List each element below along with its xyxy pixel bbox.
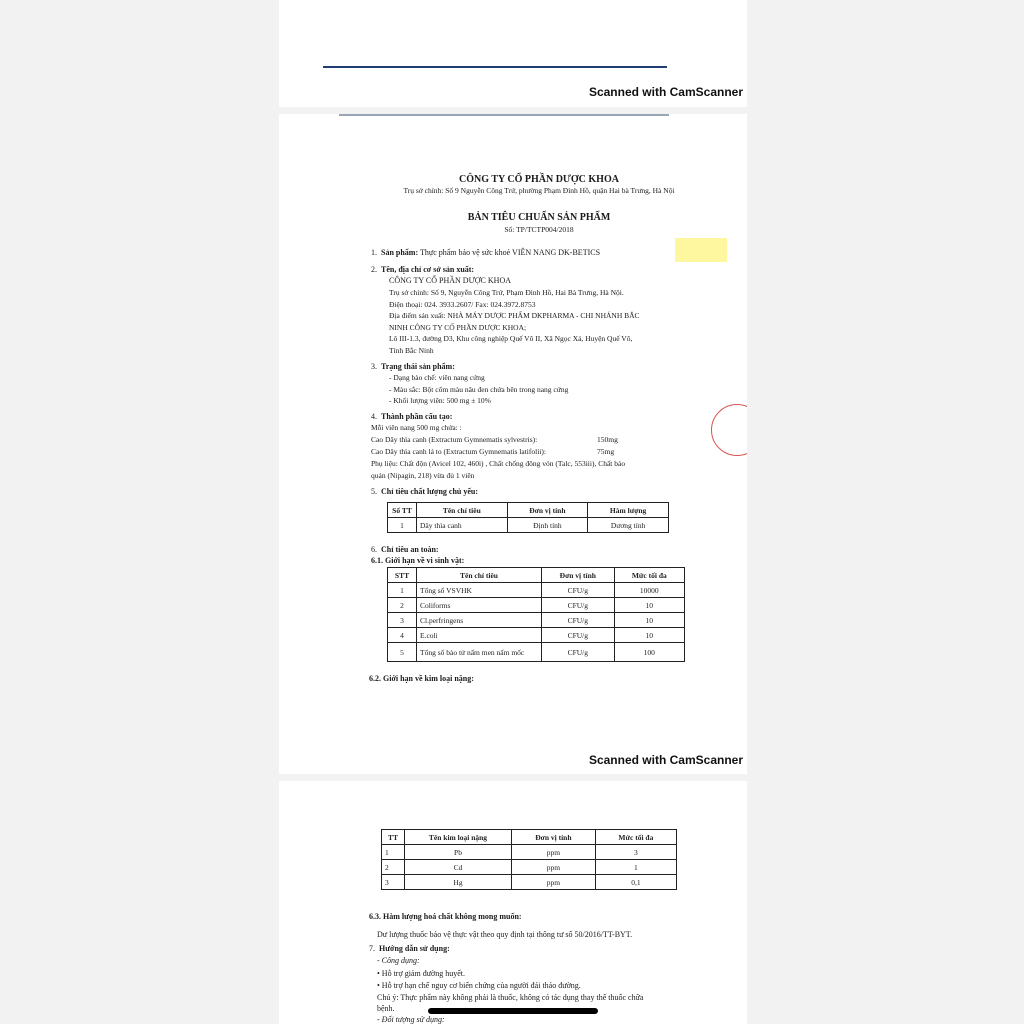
section-3-title: 3. Trạng thái sản phẩm:: [371, 362, 455, 371]
section-4-title: 4. Thành phần cấu tạo:: [371, 412, 453, 421]
table-cell: 3: [388, 613, 417, 628]
table-row: [388, 598, 685, 613]
table-header: Đơn vị tính: [542, 568, 615, 583]
home-indicator-bar: [428, 1008, 598, 1014]
table-cell: Coliforms: [417, 598, 542, 613]
section-2-line: CÔNG TY CỔ PHẦN DƯỢC KHOA: [389, 276, 511, 285]
table-cell: 100: [614, 643, 684, 662]
table-row: [382, 860, 677, 875]
table-cell: 5: [388, 643, 417, 662]
table-cell: 10: [614, 613, 684, 628]
table-cell: Cd: [405, 860, 512, 875]
table-cell: Pb: [405, 845, 512, 860]
company-name: CÔNG TY CỔ PHẦN DƯỢC KHOA: [459, 174, 619, 185]
table-header: Tên kim loại nặng: [405, 830, 512, 845]
section-2-line: Lô III-1.3, đường D3, Khu công nghiệp Quế Võ II, Xã Ngọc Xá, Huyện Quế Võ,: [389, 334, 633, 343]
table-cell: Định tính: [507, 518, 588, 533]
table-cell: 0,1: [595, 875, 676, 890]
table-cell: 2: [388, 598, 417, 613]
table-cell: 2: [382, 860, 405, 875]
ingredient-1-amount: 150mg: [597, 435, 618, 444]
table-header-row: [388, 503, 669, 518]
section-3-line: - Khối lượng viên: 500 mg ± 10%: [389, 396, 491, 405]
section-3-line: - Dạng bào chế: viên nang cứng: [389, 373, 485, 382]
table-cell: ppm: [512, 860, 596, 875]
section-2-title: 2. Tên, địa chỉ cơ sở sản xuất:: [371, 265, 475, 274]
excipients-line: quản (Nipagin, 218) vừa đủ 1 viên: [371, 471, 475, 480]
table-cell: 1: [388, 518, 417, 533]
scan-page-2: [279, 114, 747, 774]
table-cell: 1: [382, 845, 405, 860]
microbe-table: [387, 567, 685, 662]
table-row: [388, 613, 685, 628]
section-6-title: 6. Chỉ tiêu an toàn:: [371, 545, 439, 554]
table-header: Số TT: [388, 503, 417, 518]
table-cell: CFU/g: [542, 628, 615, 643]
table-row: [382, 875, 677, 890]
table-cell: Dương tính: [588, 518, 669, 533]
table-row: [388, 628, 685, 643]
ingredient-2-amount: 75mg: [597, 447, 615, 456]
highlight-mark: [675, 238, 727, 262]
table-cell: 1: [595, 860, 676, 875]
table-header: Mức tối đa: [614, 568, 684, 583]
page-bottom-rule: [323, 66, 667, 68]
table-row: [382, 845, 677, 860]
table-header: Tên chỉ tiêu: [417, 503, 508, 518]
section-6-1-title: 6.1. Giới hạn về vi sinh vật:: [371, 556, 465, 565]
table-cell: 3: [382, 875, 405, 890]
section-6-2-title: 6.2. Giới hạn về kim loại nặng:: [369, 674, 474, 683]
table-cell: Tổng số bào tử nấm men nấm mốc: [417, 643, 542, 662]
scanner-watermark: Scanned with CamScanner: [588, 85, 743, 99]
table-cell: 10000: [614, 583, 684, 598]
usage-line: bệnh.: [377, 1004, 395, 1013]
table-cell: CFU/g: [542, 598, 615, 613]
table-row: [388, 518, 669, 533]
table-header: Đơn vị tính: [512, 830, 596, 845]
table-header: Mức tối đa: [595, 830, 676, 845]
page-top-rule: [339, 114, 669, 116]
table-cell: 10: [614, 598, 684, 613]
table-header-row: [388, 568, 685, 583]
table-cell: Tổng số VSVHK: [417, 583, 542, 598]
table-cell: CFU/g: [542, 613, 615, 628]
section-1: 1. Sản phẩm: Thực phẩm bảo vệ sức khoẻ VIÊN NANG DK-BETICS: [371, 248, 601, 257]
quality-table: [387, 502, 669, 533]
section-2-line: Tỉnh Bắc Ninh: [389, 346, 434, 355]
section-7-title: 7. Hướng dẫn sử dụng:: [369, 944, 450, 953]
section-4-intro: Mỗi viên nang 500 mg chứa: :: [371, 423, 462, 432]
table-cell: CFU/g: [542, 643, 615, 662]
document-number: Số: TP/TCTP004/2018: [504, 225, 574, 234]
section-6-3-title: 6.3. Hàm lượng hoá chất không mong muốn:: [369, 912, 522, 921]
scan-page-3: [279, 781, 747, 1024]
heavy-metal-table: [381, 829, 677, 890]
section-3-line: - Màu sắc: Bột cốm màu nâu đen chứa bên trong nang cứng: [389, 385, 569, 394]
table-header: Đơn vị tính: [507, 503, 588, 518]
section-2-line: Điện thoại: 024. 3933.2607/ Fax: 024.3972.8753: [389, 300, 536, 309]
table-header: Tên chỉ tiêu: [417, 568, 542, 583]
excipients-line: Phụ liệu: Chất độn (Avicel 102, 460i) , Chất chống đông vón (Talc, 553iii), Chất bảo: [371, 459, 626, 468]
section-2-line: Địa điểm sản xuất: NHÀ MÁY DƯỢC PHẨM DKPHARMA - CHI NHÁNH BẮC: [389, 311, 640, 320]
company-stamp: [711, 404, 747, 456]
usage-line: Chú ý: Thực phẩm này không phải là thuốc, không có tác dụng thay thế thuốc chữa: [377, 993, 644, 1002]
table-row: [388, 643, 685, 662]
company-address: Trụ sở chính: Số 9 Nguyễn Công Trứ, phường Phạm Đình Hồ, quận Hai bà Trưng, Hà Nội: [403, 186, 675, 195]
table-cell: 3: [595, 845, 676, 860]
document-title: BẢN TIÊU CHUẨN SẢN PHẨM: [467, 212, 611, 223]
table-cell: E.coli: [417, 628, 542, 643]
ingredient-2: Cao Dây thìa canh lá to (Extractum Gymnematis latifolii):: [371, 447, 546, 456]
table-header-row: [382, 830, 677, 845]
scan-page-1: [279, 0, 747, 107]
target-title: - Đối tượng sử dụng:: [377, 1015, 445, 1024]
table-header: STT: [388, 568, 417, 583]
scanner-watermark: Scanned with CamScanner: [588, 753, 743, 767]
table-cell: Hg: [405, 875, 512, 890]
table-cell: Cl.perfringens: [417, 613, 542, 628]
table-cell: Dây thìa canh: [417, 518, 508, 533]
table-cell: 4: [388, 628, 417, 643]
table-row: [388, 583, 685, 598]
usage-title: - Công dụng:: [377, 956, 420, 965]
table-header: Hàm lượng: [588, 503, 669, 518]
table-cell: 1: [388, 583, 417, 598]
table-cell: CFU/g: [542, 583, 615, 598]
ingredient-1: Cao Dây thìa canh (Extractum Gymnematis sylvestris):: [371, 435, 538, 444]
section-5-title: 5. Chỉ tiêu chất lượng chủ yếu:: [371, 487, 479, 496]
section-2-line: Trụ sở chính: Số 9, Nguyễn Công Trứ, Phạm Đình Hồ, Hai Bà Trưng, Hà Nội.: [389, 288, 624, 297]
usage-line: • Hỗ trợ hạn chế nguy cơ biến chứng của người đái tháo đường.: [377, 981, 581, 990]
table-cell: ppm: [512, 845, 596, 860]
table-cell: 10: [614, 628, 684, 643]
section-6-3-text: Dư lượng thuốc bảo vệ thực vật theo quy định tại thông tư số 50/2016/TT-BYT.: [377, 930, 633, 939]
table-cell: ppm: [512, 875, 596, 890]
usage-line: • Hỗ trợ giảm đường huyết.: [377, 969, 466, 978]
table-header: TT: [382, 830, 405, 845]
section-2-line: NINH CÔNG TY CỔ PHẦN DƯỢC KHOA;: [389, 323, 527, 332]
